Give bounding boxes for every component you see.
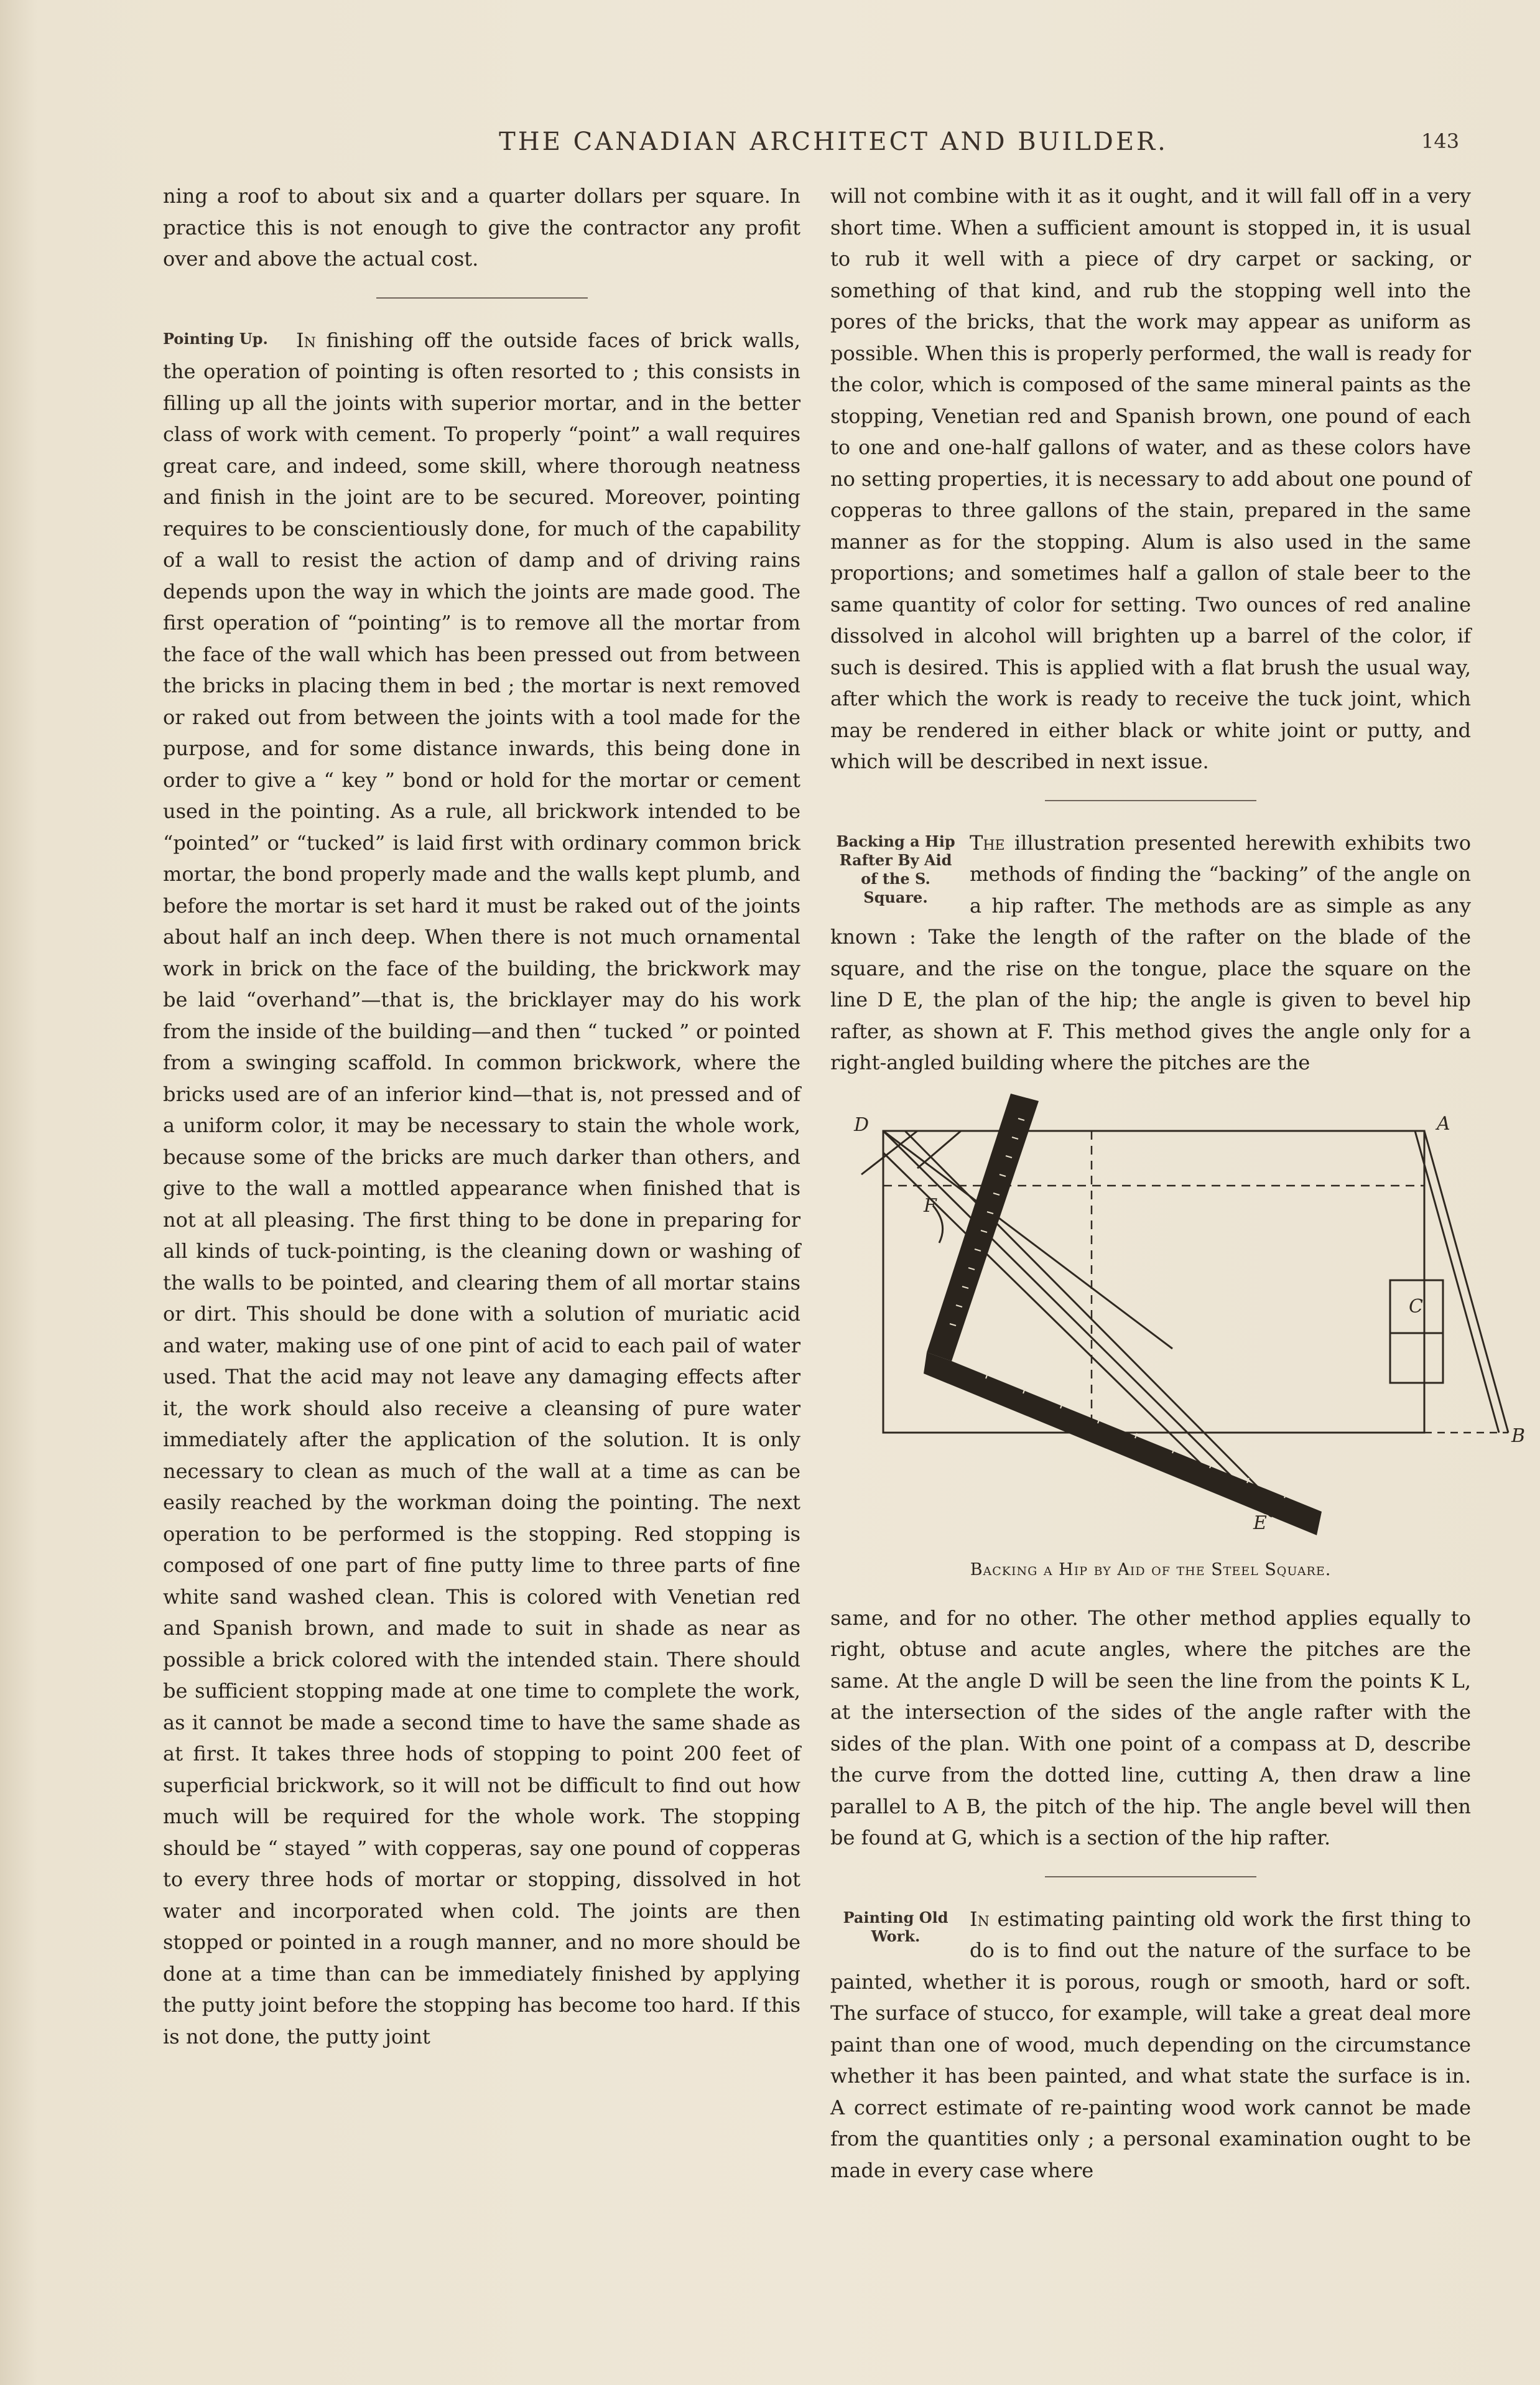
paragraph-painting-old-work <box>830 1904 1471 2187</box>
left-column <box>163 180 800 2052</box>
paragraph-stopping-cont: will not combine with it as it ought, and it will fall off in a very short time. When a sufficient amount is stopped in, it is usual to rub it well with a piece of dry carpet or sacking, or something of that kind, and rub the stopping well into the pores of the bricks, that the work may appear as uniform as possible. When this is properly performed, the wall is ready for the color, which is composed of the same mineral paints as the stopping, Venetian red and Spanish brown, one pound of each to one and one-half gallons of water, and as these colors have no setting properties, it is necessary to add about one pound of copperas to three gallons of the stain, prepared in the same manner as for the stopping. Alum is also used in the same proportions; and sometimes half a gallon of stale beer to the same quantity of color for setting. Two ounces of red analine dissolved in alcohol will brighten up a barrel of the color, if such is desired. This is applied with a flat brush the usual way, after which the work is ready to receive the tuck joint, which may be rendered in either black or white joint or putty, and which will be described in next issue. <box>830 184 1471 773</box>
label-a: A <box>1437 1112 1450 1135</box>
steel-square-figure <box>824 1081 1533 1554</box>
painting-body: estimating painting old work the first thing to do is to find out the nature of the surface to be painted, whether it is porous, rough or smooth, hard or soft. The surface of stucco, for example, will take a great deal more paint than one of wood, much depending on the circumstance whether it has been painted, and what state the surface is in. A correct estimate of re-painting wood work cannot be made from the quantities only ; a personal examination ought to be made in every case where <box>830 1907 1471 2182</box>
label-b: B <box>1511 1425 1526 1447</box>
paragraph-roof-cost: ning a roof to about six and a quarter dollars per square. In practice this is not enough to give the contractor any profit over and above the actual cost. <box>163 184 800 271</box>
side-heading-pointing-up: Pointing Up. <box>163 329 268 348</box>
section-divider <box>1045 1876 1256 1877</box>
section-divider <box>376 297 588 299</box>
side-heading-backing-hip: Backing a Hip Rafter By Aid of the S. Square. <box>836 832 955 906</box>
backing-body: illustration presented herewith exhibits two methods of finding the “backing” of the angle on a hip rafter. The methods are as simple as any known : Take the length of the rafter on the blade of the square, and the rise on the tongue, place the square on the line D E, the plan of the hip; the angle is given to bevel hip rafter, as shown at F. This method gives the angle only for a right-angled building where the pitches are the <box>830 830 1472 1074</box>
label-c: C <box>1409 1295 1423 1318</box>
lead-word: The <box>970 830 1005 855</box>
side-heading-painting: Painting Old Work. <box>843 1908 949 1945</box>
lead-word: In <box>296 328 316 352</box>
steel-square <box>924 1094 1322 1535</box>
label-d: D <box>854 1113 870 1136</box>
paragraph-backing-cont: same, and for no other. The other method applies equally to right, obtuse and acute angles, where the pitches are the same. At the angle D will be seen the line from the points K L, at the intersection of the sides of the angle rafter with the sides of the plan. With one point of a compass at D, describe the curve from the dotted line, cutting A, then draw a line parallel to A B, the pitch of the hip. The angle bevel will then be found at G, which is a section of the hip rafter. <box>830 1606 1471 1849</box>
label-f: F <box>924 1194 937 1217</box>
hip-rafter-diagram <box>824 1081 1533 1554</box>
figure-caption: Backing a Hip by Aid of the Steel Square. <box>970 1560 1332 1579</box>
label-e: E <box>1253 1512 1267 1534</box>
lead-word: In <box>970 1907 990 1931</box>
pointing-body: finishing off the outside faces of brick walls, the operation of pointing is often resorted to ; this consists in filling up all the joints with superior mortar, and in the better class of work with cement. To properly “point” a wall requires great care, and indeed, some skill, where thorough neatness and finish in the joint are to be secured. Moreover, pointing requires to be conscientiously done, for much of the capability of a wall to resist the action of damp and of driving rains depends upon the way in which the joints are made good. The first operation of “pointing” is to remove all the mortar from the face of the wall which has been pressed out from between the bricks in placing them in bed ; the mortar is next removed or raked out from between the joints with a tool made for the purpose, and for some distance inwards, this being done in order to give a “ key ” bond or hold for the mortar or cement used in the pointing. As a rule, all brickwork intended to be “pointed” or “tucked” is laid first with ordinary common brick mortar, the bond properly made and the walls kept plumb, and before the mortar is set hard it must be raked out of the joints about half an inch deep. When there is not much ornamental work in brick on the face of the building, the brickwork may be laid “overhand”—that is, the bricklayer may do his work from the inside of the building—and then “ tucked ” or pointed from a swinging scaffold. In common brickwork, where the bricks used are of an inferior kind—that is, not pressed and of a uniform color, it may be necessary to stain the whole work, because some of the bricks are much darker than others, and give to the wall a mottled appearance when finished that is not at all pleasing. The first thing to be done in preparing for all kinds of tuck-pointing, is the cleaning down or washing of the walls to be pointed, and clearing them of all mortar stains or dirt. This should be done with a solution of muriatic acid and water, making use of one pint of acid to each pail of water used. That the acid may not leave any damaging effects after it, the work should also receive a cleansing of pure water immediately after the application of the solution. It is only necessary to clean as much of the wall at a time as can be easily reached by the workman doing the pointing. The next operation to be performed is the stopping. Red stopping is composed of one part of fine putty lime to three parts of fine white sand washed clean. This is colored with Venetian red and Spanish brown, and made to suit in shade as near as possible a brick colored with the intended stain. There should be sufficient stopping made at one time to complete the work, as it cannot be made a second time to have the same shade as at first. It takes three hods of stopping to point 200 feet of superficial brickwork, so it will not be difficult to find out how much will be required for the whole work. The stopping should be “ stayed ” with copperas, say one pound of copperas to every three hods of mortar or stopping, dissolved in hot water and incorporated when cold. The joints are then stopped or pointed in a rough manner, and no more should be done at a time than can be immediately finished by applying the putty joint before the stopping has become too hard. If this is not done, the putty joint <box>163 328 801 2048</box>
page-number: 143 <box>1421 129 1460 153</box>
paragraph-pointing-up <box>163 325 800 2053</box>
running-header: THE CANADIAN ARCHITECT AND BUILDER. <box>499 128 1168 156</box>
section-divider <box>1045 800 1256 801</box>
paragraph-backing-hip <box>830 827 1471 1079</box>
right-column <box>830 180 1526 2186</box>
